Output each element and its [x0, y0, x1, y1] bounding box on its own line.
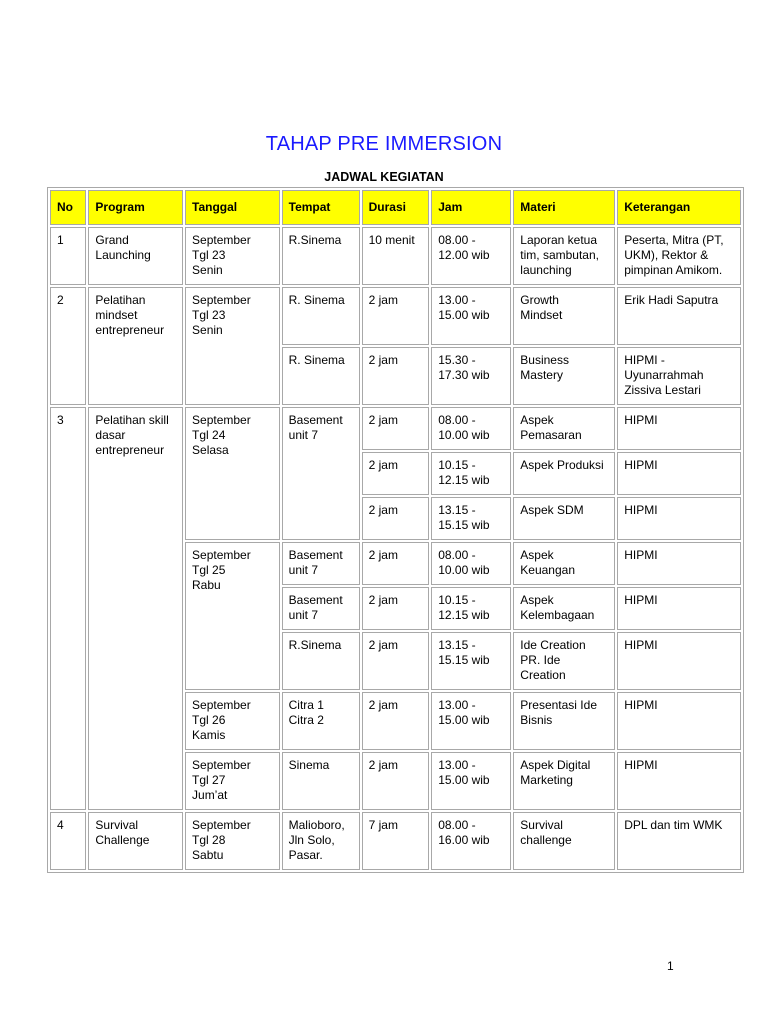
cell-text: 10.15 - 12.15 wib: [438, 458, 490, 487]
cell-jam: [431, 812, 511, 870]
cell-durasi: [362, 692, 430, 750]
cell-text: DPL dan tim WMK: [624, 818, 723, 832]
cell-text: Grand Launching: [95, 233, 151, 262]
cell-text: 2 jam: [368, 458, 398, 472]
cell-text: HIPMI: [624, 413, 658, 427]
cell-text: September Tgl 25 Rabu: [192, 548, 251, 592]
cell-jam: [431, 452, 511, 495]
cell-materi: [513, 497, 615, 540]
cell-materi: [513, 407, 615, 450]
cell-text: September Tgl 23 Senin: [192, 233, 251, 277]
cell-text: Basement unit 7: [288, 593, 343, 622]
cell-text: 08.00 - 12.00 wib: [438, 233, 490, 262]
cell-text: Presentasi Ide Bisnis: [520, 698, 597, 727]
table-row: [50, 407, 741, 450]
cell-jam: [431, 542, 511, 585]
cell-durasi: [362, 497, 430, 540]
cell-keterangan: [617, 812, 741, 870]
cell-keterangan: [617, 227, 741, 285]
cell-text: September Tgl 24 Selasa: [192, 413, 251, 457]
cell-jam: [431, 347, 511, 405]
cell-text: Business Mastery: [520, 353, 569, 382]
cell-materi: [513, 287, 615, 345]
cell-durasi: [362, 752, 430, 810]
header-materi: Materi: [513, 190, 615, 225]
cell-text: Sinema: [288, 758, 330, 772]
cell-text: 2 jam: [368, 548, 398, 562]
cell-tempat: [282, 812, 360, 870]
cell-tanggal: [185, 812, 280, 870]
cell-text: 10.15 - 12.15 wib: [438, 593, 490, 622]
cell-text: Basement unit 7: [288, 413, 343, 442]
cell-durasi: [362, 812, 430, 870]
cell-jam: [431, 497, 511, 540]
cell-text: 2: [57, 293, 64, 307]
cell-tempat: [282, 287, 360, 345]
cell-durasi: [362, 632, 430, 690]
cell-program: [88, 812, 183, 870]
cell-text: Citra 1 Citra 2: [288, 698, 324, 727]
cell-text: 2 jam: [368, 293, 398, 307]
cell-text: 2 jam: [368, 758, 398, 772]
cell-durasi: [362, 347, 430, 405]
header-program: Program: [88, 190, 183, 225]
cell-text: R.Sinema: [288, 233, 342, 247]
cell-text: Ide Creation PR. Ide Creation: [520, 638, 586, 682]
cell-text: 2 jam: [368, 503, 398, 517]
cell-text: HIPMI: [624, 758, 658, 772]
cell-materi: [513, 587, 615, 630]
cell-program: [88, 407, 183, 810]
table-title: JADWAL KEGIATAN: [324, 170, 444, 184]
cell-keterangan: [617, 752, 741, 810]
cell-text: 2 jam: [368, 353, 398, 367]
cell-text: HIPMI: [624, 458, 658, 472]
cell-text: Pelatihan mindset entrepreneur: [95, 293, 165, 337]
table-header-row: [50, 190, 741, 225]
cell-text: Aspek Digital Marketing: [520, 758, 591, 787]
cell-keterangan: [617, 587, 741, 630]
header-keterangan: Keterangan: [617, 190, 741, 225]
cell-keterangan: [617, 692, 741, 750]
cell-keterangan: [617, 452, 741, 495]
cell-text: Peserta, Mitra (PT, UKM), Rektor & pimpinan Amikom.: [624, 233, 724, 277]
cell-keterangan: [617, 632, 741, 690]
cell-jam: [431, 632, 511, 690]
cell-materi: [513, 452, 615, 495]
cell-durasi: [362, 287, 430, 345]
cell-text: 13.15 - 15.15 wib: [438, 503, 490, 532]
cell-materi: [513, 752, 615, 810]
cell-text: 2 jam: [368, 413, 398, 427]
cell-keterangan: [617, 497, 741, 540]
cell-no: [50, 812, 86, 870]
cell-program: [88, 227, 183, 285]
cell-no: [50, 287, 86, 405]
cell-tempat: [282, 407, 360, 540]
cell-text: 7 jam: [368, 818, 398, 832]
cell-text: Growth Mindset: [520, 293, 563, 322]
cell-tempat: [282, 692, 360, 750]
cell-materi: [513, 542, 615, 585]
header-jam: Jam: [431, 190, 511, 225]
cell-text: HIPMI: [624, 698, 658, 712]
cell-no: [50, 227, 86, 285]
cell-text: HIPMI: [624, 548, 658, 562]
cell-tanggal: [185, 692, 280, 750]
cell-text: R.Sinema: [288, 638, 342, 652]
cell-durasi: [362, 587, 430, 630]
cell-materi: [513, 227, 615, 285]
cell-keterangan: [617, 287, 741, 345]
cell-text: Aspek Kelembagaan: [520, 593, 595, 622]
cell-jam: [431, 227, 511, 285]
cell-materi: [513, 692, 615, 750]
cell-tanggal: [185, 227, 280, 285]
cell-text: September Tgl 28 Sabtu: [192, 818, 251, 862]
cell-tanggal: [185, 542, 280, 690]
cell-tempat: [282, 587, 360, 630]
cell-text: Malioboro, Jln Solo, Pasar.: [288, 818, 345, 862]
cell-tempat: [282, 632, 360, 690]
cell-text: Erik Hadi Saputra: [624, 293, 719, 307]
cell-text: 4: [57, 818, 64, 832]
cell-text: 1: [57, 233, 64, 247]
header-no: No: [50, 190, 86, 225]
cell-jam: [431, 692, 511, 750]
cell-text: 13.15 - 15.15 wib: [438, 638, 490, 667]
schedule-table: [47, 187, 744, 873]
cell-text: 13.00 - 15.00 wib: [438, 293, 490, 322]
cell-tanggal: [185, 287, 280, 405]
cell-tanggal: [185, 752, 280, 810]
cell-keterangan: [617, 347, 741, 405]
cell-text: 2 jam: [368, 638, 398, 652]
cell-text: 08.00 - 10.00 wib: [438, 413, 490, 442]
cell-text: HIPMI: [624, 503, 658, 517]
table-row: [50, 287, 741, 345]
header-tanggal: Tanggal: [185, 190, 280, 225]
cell-tempat: [282, 752, 360, 810]
cell-text: 08.00 - 10.00 wib: [438, 548, 490, 577]
cell-text: Aspek Produksi: [520, 458, 604, 472]
cell-text: R. Sinema: [288, 353, 345, 367]
cell-text: 08.00 - 16.00 wib: [438, 818, 490, 847]
cell-durasi: [362, 407, 430, 450]
cell-tempat: [282, 227, 360, 285]
cell-text: September Tgl 23 Senin: [192, 293, 251, 337]
cell-program: [88, 287, 183, 405]
cell-tempat: [282, 347, 360, 405]
cell-text: September Tgl 27 Jum’at: [192, 758, 251, 802]
cell-text: 15.30 - 17.30 wib: [438, 353, 490, 382]
header-durasi: Durasi: [362, 190, 430, 225]
cell-text: 10 menit: [368, 233, 415, 247]
cell-text: Basement unit 7: [288, 548, 343, 577]
table-row: [50, 227, 741, 285]
cell-text: Laporan ketua tim, sambutan, launching: [520, 233, 599, 277]
cell-materi: [513, 347, 615, 405]
cell-durasi: [362, 452, 430, 495]
table-row: [50, 812, 741, 870]
cell-durasi: [362, 542, 430, 585]
cell-keterangan: [617, 407, 741, 450]
cell-jam: [431, 587, 511, 630]
cell-materi: [513, 812, 615, 870]
cell-text: 3: [57, 413, 64, 427]
cell-text: September Tgl 26 Kamis: [192, 698, 251, 742]
header-tempat: Tempat: [282, 190, 360, 225]
cell-text: Aspek SDM: [520, 503, 584, 517]
cell-tempat: [282, 542, 360, 585]
page-number: 1: [667, 959, 674, 973]
cell-jam: [431, 407, 511, 450]
cell-text: HIPMI: [624, 593, 658, 607]
cell-text: Aspek Pemasaran: [520, 413, 582, 442]
cell-jam: [431, 752, 511, 810]
cell-text: Pelatihan skill dasar entrepreneur: [95, 413, 169, 457]
cell-text: 13.00 - 15.00 wib: [438, 698, 490, 727]
cell-text: Survival challenge: [520, 818, 572, 847]
cell-text: Aspek Keuangan: [520, 548, 576, 577]
cell-no: [50, 407, 86, 810]
cell-text: R. Sinema: [288, 293, 345, 307]
cell-text: 2 jam: [368, 698, 398, 712]
cell-keterangan: [617, 542, 741, 585]
cell-materi: [513, 632, 615, 690]
cell-text: HIPMI: [624, 638, 658, 652]
cell-text: 2 jam: [368, 593, 398, 607]
cell-text: Survival Challenge: [95, 818, 150, 847]
page-title: TAHAP PRE IMMERSION: [265, 133, 503, 155]
cell-tanggal: [185, 407, 280, 540]
cell-durasi: [362, 227, 430, 285]
cell-jam: [431, 287, 511, 345]
cell-text: HIPMI - Uyunarrahmah Zissiva Lestari: [624, 353, 704, 397]
cell-text: 13.00 - 15.00 wib: [438, 758, 490, 787]
